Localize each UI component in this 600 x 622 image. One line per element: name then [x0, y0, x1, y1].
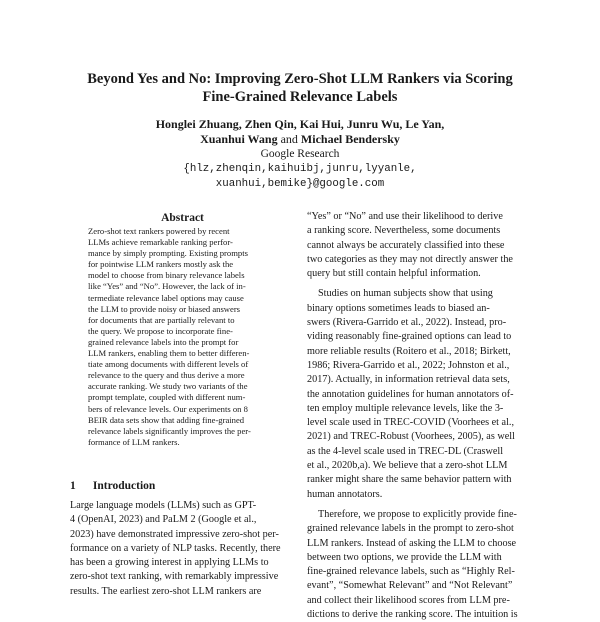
paper-title [60, 70, 540, 106]
text-line: like “Yes” and “No”. However, the lack of in- [88, 281, 246, 292]
text-line: Studies on human subjects show that using [318, 288, 493, 300]
text-line: fine-grained relevance labels, such as “Highly Rel- [307, 566, 515, 578]
text-line: a ranking score. Nevertheless, some documents [307, 225, 501, 237]
text-line: and collect their likelihood scores from LLM pre- [307, 594, 510, 606]
section-number: 1 [70, 480, 76, 492]
text-line: more reliable results (Roitero et al., 2018; Birkett, [307, 345, 511, 357]
text-line: binary options sometimes leads to biased an- [307, 302, 490, 314]
text-line: the annotation guidelines for human annotators of- [307, 388, 514, 400]
paragraph [307, 210, 532, 281]
text-line: “Yes” or “No” and use their likelihood to derive [307, 211, 503, 222]
text-line: 1986; Rivera-Garrido et al., 2022; Johnston et al., [307, 359, 510, 371]
text-line: 2021) and TREC-Robust (Voorhees, 2005), as well [307, 431, 515, 443]
paragraph [307, 287, 532, 501]
text-line: dictions to derive the ranking score. The intuition is [307, 609, 518, 621]
text-line: has been a growing interest in applying LLMs to [70, 557, 269, 569]
text-line: formance on a variety of NLP tasks. Recently, there [70, 542, 281, 554]
text-line: cannot always be accurately classified into these [307, 239, 505, 251]
text-line: model to choose from binary relevance labels [88, 270, 245, 281]
author-conjunction: and [280, 132, 298, 146]
right-column [307, 210, 532, 622]
title-line: Fine-Grained Relevance Labels [202, 89, 398, 105]
text-line: between two options, we provide the LLM with [307, 551, 502, 563]
text-line: LLM rankers, enabling them to better differen- [88, 348, 250, 359]
text-line: swers (Rivera-Garrido et al., 2022). Instead, pro- [307, 317, 507, 329]
text-line: level scale used in TREC-COVID (Voorhees et al., [307, 417, 515, 429]
text-line: ten employ multiple relevance levels, like the 3- [307, 402, 504, 414]
text-line: 2017). Actually, in information retrieval data sets, [307, 374, 510, 386]
text-line: query but still contain helpful information. [307, 268, 481, 280]
text-line: results. The earliest zero-shot LLM rankers are [70, 585, 262, 597]
text-line: LLMs achieve remarkable ranking perfor- [88, 237, 233, 248]
text-line: formance of LLM rankers. [88, 436, 180, 447]
section-heading [70, 480, 300, 492]
text-line: grained relevance labels in the prompt to zero-shot [307, 523, 514, 535]
text-line: evant”, “Somewhat Relevant” and “Not Relevant” [307, 580, 513, 592]
author-email: xuanhui,bemike}@google.com [215, 178, 385, 190]
text-line: termediate relevance label options may cause [88, 292, 244, 303]
text-line: LLM rankers. Instead of asking the LLM to choose [307, 537, 517, 549]
author-email: {hlz,zhenqin,kaihuibj,junru,lyyanle, [183, 163, 417, 175]
text-line: two categories as they may not directly answer the [307, 253, 513, 265]
text-line: accurate ranking. We study two variants of the [88, 381, 248, 392]
text-line: the LLM to provide noisy or biased answers [88, 303, 241, 314]
author-block [60, 117, 540, 192]
text-line: prompt template, coupled with different num- [88, 392, 246, 403]
author-names-2 [60, 132, 540, 147]
text-line: Zero-shot text rankers powered by recent [88, 226, 230, 236]
author-names: Honglei Zhuang, Zhen Qin, Kai Hui, Junru Wu, Le Yan, [155, 117, 445, 131]
text-line: zero-shot text ranking, with remarkably impressive [70, 571, 279, 583]
text-line: the query. We propose to incorporate fine- [88, 325, 233, 336]
text-line: et al., 2020b,a). We believe that a zero-shot LLM [307, 460, 508, 472]
section-title: Introduction [92, 480, 156, 492]
text-line: relevance labels significantly improves the per- [88, 425, 251, 436]
text-line: viding reasonably fine-grained options can lead to [307, 331, 512, 343]
text-line: tiate among documents with different levels of [88, 359, 249, 370]
affiliation: Google Research [260, 148, 340, 160]
text-line: relevance to the query and thus derive a more [88, 370, 245, 381]
title-line: Beyond Yes and No: Improving Zero-Shot LLM Rankers via Scoring [87, 71, 513, 87]
author-name: Michael Bendersky [300, 132, 400, 146]
author-name: Xuanhui Wang [200, 132, 278, 146]
text-line: 2023) have demonstrated impressive zero-shot per- [70, 528, 279, 540]
text-line: as the 4-level scale used in TREC-DL (Craswell [307, 445, 504, 457]
text-line: grained relevance labels into the prompt for [88, 336, 239, 347]
text-line: bers of relevance levels. Our experiments on 8 [88, 403, 248, 414]
paragraph [307, 508, 532, 622]
abstract-heading: Abstract [161, 212, 204, 224]
text-line: human annotators. [307, 488, 383, 500]
text-line: Therefore, we propose to explicitly provide fine- [318, 508, 517, 520]
text-line: 4 (OpenAI, 2023) and PaLM 2 (Google et al., [70, 514, 257, 526]
text-line: Large language models (LLMs) such as GPT- [70, 500, 257, 511]
text-line: mance by simply prompting. Existing prompts [88, 248, 248, 259]
text-line: ranker might share the same behavior pattern with [307, 474, 512, 486]
text-line: BEIR data sets show that adding fine-grained [88, 414, 245, 425]
text-line: for documents that are partially relevant to [88, 314, 235, 325]
text-line: for pointwise LLM rankers mostly ask the [88, 259, 234, 270]
section-body [70, 499, 300, 599]
abstract-body [88, 226, 277, 448]
